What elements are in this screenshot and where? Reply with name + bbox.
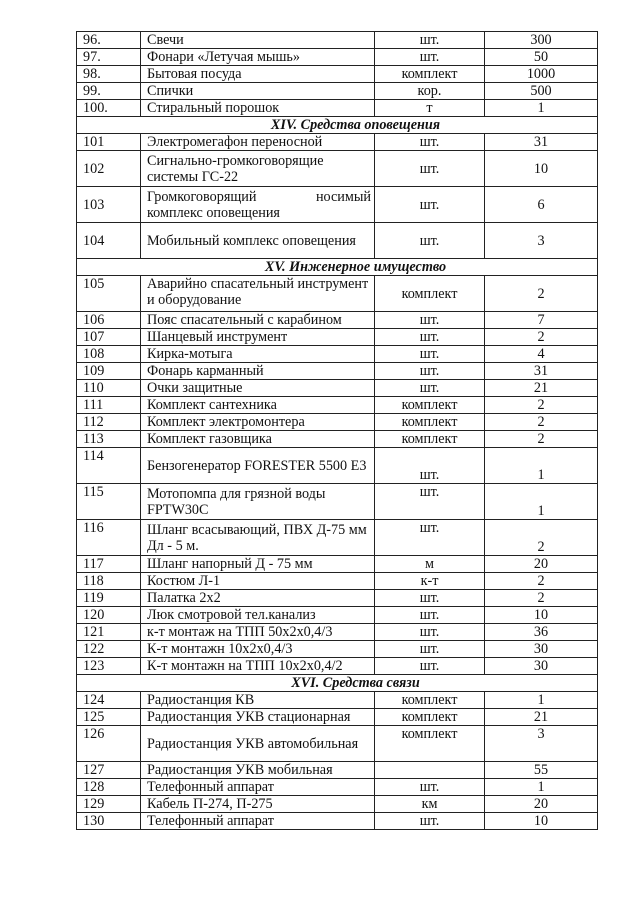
item-name: Люк смотровой тел.канализ [141,607,375,624]
table-row [77,151,598,187]
table-row [77,32,598,49]
item-unit: шт. [375,312,485,329]
item-quantity: 20 [485,556,598,573]
item-name: Мотопомпа для грязной воды FPTW30C [141,484,375,520]
table-row [77,709,598,726]
item-quantity: 2 [485,431,598,448]
row-number: 111 [77,397,141,414]
item-name: Кирка-мотыга [141,346,375,363]
item-quantity: 1 [485,692,598,709]
item-quantity: 21 [485,709,598,726]
item-unit: шт. [375,484,485,520]
table-row [77,187,598,223]
item-quantity: 1 [485,448,598,484]
item-unit: шт. [375,187,485,223]
item-unit: шт. [375,624,485,641]
table-row [77,363,598,380]
row-number: 103 [77,187,141,223]
item-quantity: 2 [485,276,598,312]
item-name: Шланг всасывающий, ПВХ Д-75 мм Дл - 5 м. [141,520,375,556]
item-quantity: 20 [485,796,598,813]
item-quantity: 500 [485,83,598,100]
table-row [77,329,598,346]
item-name: к-т монтаж на ТПП 50х2х0,4/3 [141,624,375,641]
row-number: 109 [77,363,141,380]
item-unit: комплект [375,414,485,431]
item-unit: шт. [375,49,485,66]
table-row [77,692,598,709]
item-name: Громкоговорящий носимый комплекс оповещения [141,187,375,223]
item-name: Шланг напорный Д - 75 мм [141,556,375,573]
item-quantity: 3 [485,726,598,762]
item-unit: шт. [375,607,485,624]
item-unit: комплект [375,431,485,448]
item-name: Электромегафон переносной [141,134,375,151]
item-quantity: 7 [485,312,598,329]
item-unit: комплект [375,726,485,762]
row-number: 108 [77,346,141,363]
table-row [77,573,598,590]
section-title: XIV. Средства оповещения [77,117,598,134]
item-name: Аварийно спасательный инструмент и оборудование [141,276,375,312]
row-number: 106 [77,312,141,329]
row-number: 101 [77,134,141,151]
row-number: 115 [77,484,141,520]
item-unit: шт. [375,363,485,380]
item-quantity: 1 [485,779,598,796]
section-header-row [77,675,598,692]
table-row [77,779,598,796]
table-row [77,520,598,556]
row-number: 114 [77,448,141,484]
item-unit: комплект [375,709,485,726]
item-name: К-т монтажн 10х2х0,4/3 [141,641,375,658]
item-unit: м [375,556,485,573]
row-number: 99. [77,83,141,100]
table-row [77,556,598,573]
table-row [77,607,598,624]
item-quantity: 2 [485,573,598,590]
inventory-table-body [77,32,598,830]
row-number: 116 [77,520,141,556]
item-quantity: 31 [485,363,598,380]
item-quantity: 30 [485,641,598,658]
item-unit: шт. [375,448,485,484]
table-row [77,796,598,813]
item-quantity: 4 [485,346,598,363]
row-number: 125 [77,709,141,726]
table-row [77,83,598,100]
item-quantity: 10 [485,607,598,624]
item-quantity: 36 [485,624,598,641]
row-number: 128 [77,779,141,796]
item-name: Сигнально-громкоговорящие системы ГС-22 [141,151,375,187]
row-number: 97. [77,49,141,66]
section-title: XV. Инженерное имущество [77,259,598,276]
row-number: 102 [77,151,141,187]
item-name: Комплект электромонтера [141,414,375,431]
item-unit: шт. [375,134,485,151]
table-row [77,312,598,329]
table-row [77,414,598,431]
item-quantity: 1 [485,100,598,117]
item-unit: шт. [375,520,485,556]
item-unit: комплект [375,66,485,83]
table-row [77,813,598,830]
row-number: 123 [77,658,141,675]
item-name: Свечи [141,32,375,49]
item-name: Радиостанция УКВ стационарная [141,709,375,726]
row-number: 104 [77,223,141,259]
item-quantity: 2 [485,329,598,346]
table-row [77,590,598,607]
item-quantity: 1 [485,484,598,520]
table-row [77,380,598,397]
item-unit: шт. [375,223,485,259]
item-quantity: 300 [485,32,598,49]
row-number: 127 [77,762,141,779]
item-quantity: 10 [485,151,598,187]
item-name: Комплект газовщика [141,431,375,448]
table-row [77,223,598,259]
section-title: XVI. Средства связи [77,675,598,692]
row-number: 121 [77,624,141,641]
row-number: 126 [77,726,141,762]
item-name: Палатка 2х2 [141,590,375,607]
item-quantity: 50 [485,49,598,66]
item-unit: шт. [375,813,485,830]
item-unit: шт. [375,658,485,675]
item-quantity: 55 [485,762,598,779]
row-number: 120 [77,607,141,624]
row-number: 113 [77,431,141,448]
item-quantity: 31 [485,134,598,151]
item-quantity: 2 [485,590,598,607]
table-row [77,134,598,151]
item-name: Очки защитные [141,380,375,397]
item-name: Телефонный аппарат [141,779,375,796]
item-name: Мобильный комплекс оповещения [141,223,375,259]
item-quantity: 10 [485,813,598,830]
table-row [77,624,598,641]
row-number: 118 [77,573,141,590]
table-row [77,484,598,520]
item-quantity: 2 [485,520,598,556]
table-row [77,346,598,363]
inventory-table [76,31,598,830]
item-unit: шт. [375,779,485,796]
item-name: К-т монтажн на ТПП 10х2х0,4/2 [141,658,375,675]
section-header-row [77,259,598,276]
item-name: Бензогенератор FORESTER 5500 E3 [141,448,375,484]
item-name: Радиостанция УКВ мобильная [141,762,375,779]
item-unit: комплект [375,692,485,709]
table-row [77,431,598,448]
table-row [77,658,598,675]
row-number: 122 [77,641,141,658]
row-number: 110 [77,380,141,397]
item-quantity: 6 [485,187,598,223]
table-row [77,726,598,762]
item-unit: шт. [375,641,485,658]
row-number: 100. [77,100,141,117]
item-unit: шт. [375,590,485,607]
row-number: 130 [77,813,141,830]
item-quantity: 2 [485,414,598,431]
row-number: 105 [77,276,141,312]
item-quantity: 30 [485,658,598,675]
item-unit: шт. [375,380,485,397]
item-name: Пояс спасательный с карабином [141,312,375,329]
item-unit: комплект [375,397,485,414]
row-number: 107 [77,329,141,346]
item-name: Бытовая посуда [141,66,375,83]
item-name: Фонари «Летучая мышь» [141,49,375,66]
item-unit: комплект [375,276,485,312]
table-row [77,448,598,484]
row-number: 124 [77,692,141,709]
item-name: Комплект сантехника [141,397,375,414]
item-name: Спички [141,83,375,100]
item-unit: шт. [375,329,485,346]
item-name: Радиостанция КВ [141,692,375,709]
item-quantity: 2 [485,397,598,414]
item-unit: т [375,100,485,117]
table-row [77,276,598,312]
row-number: 98. [77,66,141,83]
row-number: 117 [77,556,141,573]
item-quantity: 3 [485,223,598,259]
item-name: Телефонный аппарат [141,813,375,830]
item-unit: шт. [375,346,485,363]
item-unit: км [375,796,485,813]
table-row [77,66,598,83]
item-name: Радиостанция УКВ автомобильная [141,726,375,762]
table-row [77,49,598,66]
item-name: Костюм Л-1 [141,573,375,590]
row-number: 112 [77,414,141,431]
item-unit: кор. [375,83,485,100]
item-quantity: 21 [485,380,598,397]
table-row [77,100,598,117]
item-unit: к-т [375,573,485,590]
row-number: 119 [77,590,141,607]
section-header-row [77,117,598,134]
item-unit [375,762,485,779]
item-quantity: 1000 [485,66,598,83]
row-number: 96. [77,32,141,49]
item-name: Стиральный порошок [141,100,375,117]
item-name: Шанцевый инструмент [141,329,375,346]
table-row [77,397,598,414]
item-unit: шт. [375,32,485,49]
table-row [77,641,598,658]
item-unit: шт. [375,151,485,187]
table-row [77,762,598,779]
item-name: Кабель П-274, П-275 [141,796,375,813]
row-number: 129 [77,796,141,813]
item-name: Фонарь карманный [141,363,375,380]
